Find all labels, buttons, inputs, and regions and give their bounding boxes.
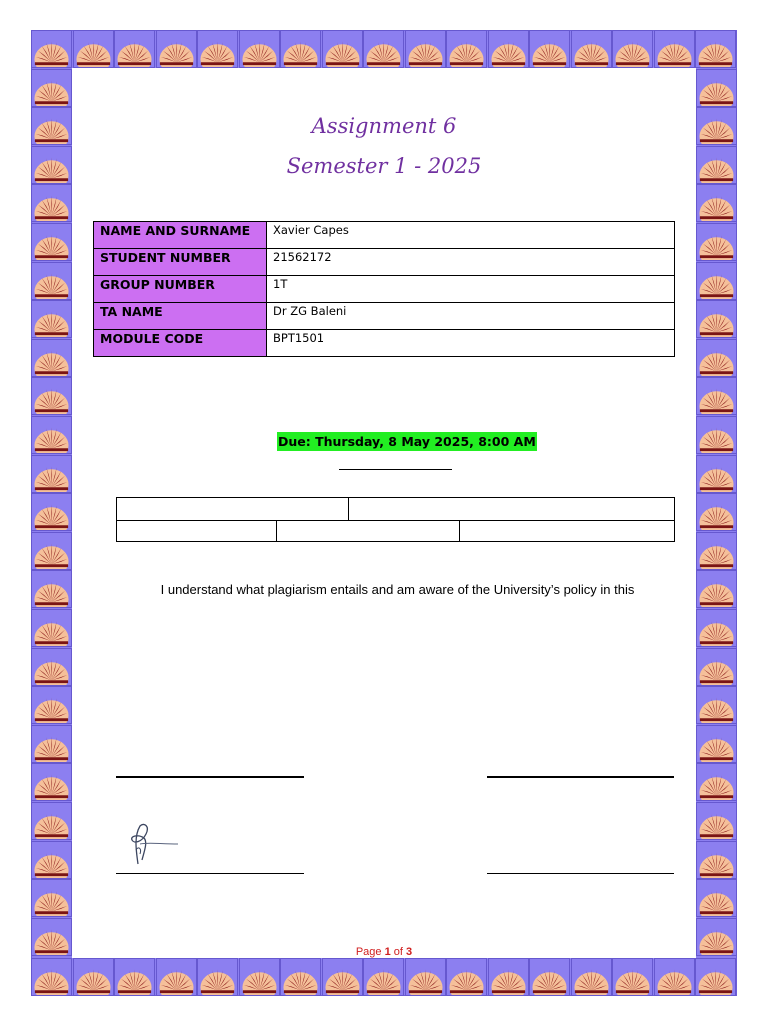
info-value: Dr ZG Baleni <box>267 303 675 330</box>
border-fan-tile <box>696 223 737 261</box>
info-value: BPT1501 <box>267 330 675 357</box>
border-fan-tile <box>31 879 72 917</box>
border-fan-tile <box>696 918 737 956</box>
short-divider <box>339 469 452 470</box>
border-fan-tile <box>31 493 72 531</box>
table-row <box>94 303 675 330</box>
border-fan-tile <box>197 958 238 996</box>
page-total: 3 <box>406 946 413 958</box>
date-line <box>487 776 674 778</box>
border-fan-tile <box>696 648 737 686</box>
border-fan-tile <box>571 958 612 996</box>
student-info-table <box>93 221 675 357</box>
border-fan-tile <box>696 69 737 107</box>
border-fan-tile <box>696 802 737 840</box>
border-fan-tile <box>156 30 197 68</box>
border-fan-tile <box>322 958 363 996</box>
border-fan-tile <box>612 958 653 996</box>
border-fan-tile <box>696 300 737 338</box>
border-fan-tile <box>696 609 737 647</box>
border-fan-tile <box>405 958 446 996</box>
border-fan-tile <box>31 958 72 996</box>
border-fan-tile <box>696 725 737 763</box>
border-fan-tile <box>488 30 529 68</box>
page-of: of <box>390 946 407 958</box>
table-row <box>94 222 675 249</box>
border-fan-tile <box>405 30 446 68</box>
empty-cell <box>459 520 675 542</box>
plagiarism-declaration: I understand what plagiarism entails and am aware of the University’s policy in this <box>160 582 635 597</box>
signature-line <box>116 873 304 874</box>
empty-cell <box>116 520 277 542</box>
page-number-footer <box>0 946 768 958</box>
border-fan-tile <box>239 30 280 68</box>
signature-image <box>124 820 182 868</box>
date-line <box>487 873 674 874</box>
border-fan-tile <box>114 958 155 996</box>
border-fan-tile <box>696 686 737 724</box>
border-fan-tile <box>695 958 736 996</box>
border-fan-tile <box>529 30 570 68</box>
border-fan-tile <box>696 841 737 879</box>
border-fan-tile <box>696 879 737 917</box>
border-fan-tile <box>31 648 72 686</box>
border-fan-tile <box>696 107 737 145</box>
border-fan-tile <box>31 532 72 570</box>
table-row <box>94 330 675 357</box>
border-fan-tile <box>612 30 653 68</box>
border-fan-tile <box>31 69 72 107</box>
border-fan-tile <box>31 841 72 879</box>
border-fan-tile <box>31 686 72 724</box>
border-fan-tile <box>156 958 197 996</box>
border-fan-tile <box>488 958 529 996</box>
border-fan-tile <box>695 30 736 68</box>
border-fan-tile <box>31 609 72 647</box>
border-fan-tile <box>529 958 570 996</box>
border-fan-tile <box>31 918 72 956</box>
border-fan-tile <box>280 958 321 996</box>
border-fan-tile <box>322 30 363 68</box>
border-fan-tile <box>696 455 737 493</box>
border-fan-tile <box>114 30 155 68</box>
border-fan-tile <box>31 30 72 68</box>
border-fan-tile <box>696 532 737 570</box>
page-current: 1 <box>384 946 391 958</box>
border-fan-tile <box>654 30 695 68</box>
border-fan-tile <box>31 455 72 493</box>
border-fan-tile <box>696 416 737 454</box>
assignment-title: Assignment 6 <box>311 114 457 138</box>
border-fan-tile <box>73 958 114 996</box>
border-fan-tile <box>280 30 321 68</box>
border-fan-tile <box>696 146 737 184</box>
empty-cell <box>116 497 349 521</box>
table-row <box>94 276 675 303</box>
info-label: STUDENT NUMBER <box>94 249 267 276</box>
border-fan-tile <box>31 725 72 763</box>
page-prefix: Page <box>355 946 385 958</box>
border-fan-tile <box>696 377 737 415</box>
info-value: 21562172 <box>267 249 675 276</box>
border-fan-tile <box>31 262 72 300</box>
info-label: MODULE CODE <box>94 330 267 357</box>
border-fan-tile <box>696 763 737 801</box>
border-fan-tile <box>31 223 72 261</box>
border-fan-tile <box>363 958 404 996</box>
info-value: Xavier Capes <box>267 222 675 249</box>
border-fan-tile <box>696 570 737 608</box>
border-fan-tile <box>446 30 487 68</box>
border-fan-tile <box>696 184 737 222</box>
due-date-highlight: Due: Thursday, 8 May 2025, 8:00 AM <box>278 434 536 449</box>
border-fan-tile <box>31 377 72 415</box>
border-fan-tile <box>31 300 72 338</box>
info-value: 1T <box>267 276 675 303</box>
signature-line <box>116 776 304 778</box>
border-fan-tile <box>31 802 72 840</box>
info-label: NAME AND SURNAME <box>94 222 267 249</box>
empty-cell <box>348 497 675 521</box>
semester-title: Semester 1 - 2025 <box>286 154 482 178</box>
border-fan-tile <box>239 958 280 996</box>
border-fan-tile <box>31 146 72 184</box>
border-fan-tile <box>31 763 72 801</box>
border-fan-tile <box>31 184 72 222</box>
border-fan-tile <box>31 570 72 608</box>
border-fan-tile <box>654 958 695 996</box>
border-fan-tile <box>197 30 238 68</box>
table-row <box>94 249 675 276</box>
border-fan-tile <box>696 339 737 377</box>
info-label: GROUP NUMBER <box>94 276 267 303</box>
border-fan-tile <box>696 493 737 531</box>
border-fan-tile <box>446 958 487 996</box>
border-fan-tile <box>31 339 72 377</box>
info-label: TA NAME <box>94 303 267 330</box>
border-fan-tile <box>73 30 114 68</box>
empty-cell <box>276 520 460 542</box>
border-fan-tile <box>696 262 737 300</box>
border-fan-tile <box>571 30 612 68</box>
border-fan-tile <box>31 416 72 454</box>
border-fan-tile <box>363 30 404 68</box>
border-fan-tile <box>31 107 72 145</box>
